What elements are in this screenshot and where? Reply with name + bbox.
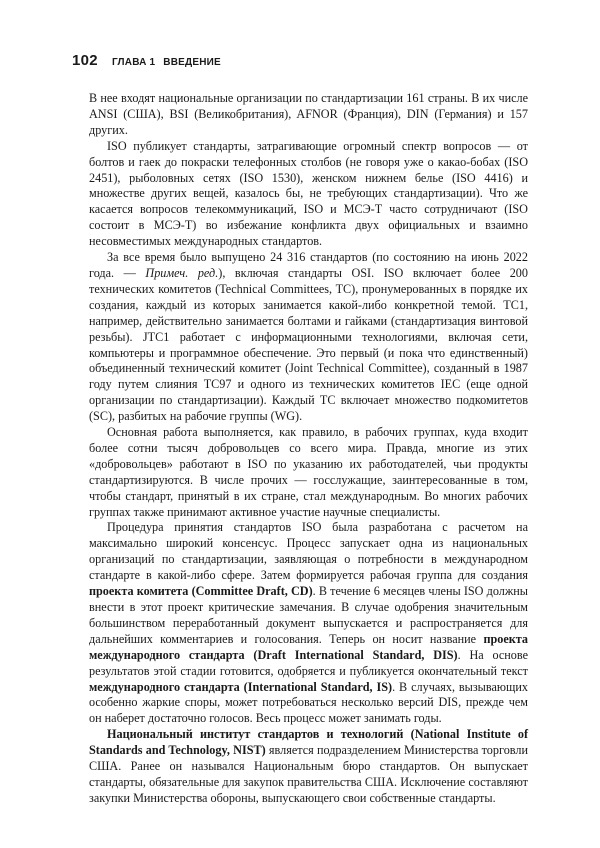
chapter-label: ГЛАВА 1 [111,57,156,68]
running-header [72,52,221,69]
paragraph-3: За все время было выпущено 24 316 стандартов (по состоянию на июнь 2022 года. — Примеч. ред.), включая стандарты OSI. ISO включает более 200 технических комитетов (Technical Committees, TC), пронумерованных в порядке их создания, каждый из которых занимается какой-либо конкретной темой. TC1, например, действительно занимается болтами и гайками (стандартизация винтовой резьбы). JTC1 работает с информационными технологиями, включая сети, компьютеры и программное обеспечение. Это первый (и пока что единственный) объединенный технический комитет (Joint Technical Committee), созданный в 1987 году путем слияния TC97 и одного из технических комитетов IEC (еще одной организации по стандартизации). Каждый TC включает множество подкомитетов (SC), разбитых на рабочие группы (WG). [89,250,528,424]
term-international-standard: международного стандарта (International Standard, IS) [89,679,393,694]
editor-note: Примеч. ред. [145,265,219,280]
term-committee-draft: проекта комитета (Committee Draft, CD) [89,584,313,599]
paragraph-4: Основная работа выполняется, как правило, в рабочих группах, куда входит более сотни тысяч добровольцев со всего мира. Правда, многие из этих «добровольцев» работают в ISO по указанию их работодателей, чьи продукты стандартизируются. В числе прочих — госслужащие, заинтересованные в том, чтобы стандарт, принятый в их стране, стал международным. Во многих рабочих группах также принимают активное участие научные специалисты. [89,425,528,519]
term-draft-international-standard: проекта международного стандарта (Draft International Standard, DIS) [89,631,528,662]
paragraph-2: ISO публикует стандарты, затрагивающие огромный спектр вопросов — от болтов и гаек до покраски телефонных столбов (не говоря уже о какао-бобах (ISO 2451), рыболовных сетях (ISO 1530), женском нижнем белье (ISO 4416) и множестве других вещей, казалось бы, не требующих стандартизации). Что же касается вопросов телекоммуникаций, ISO и МСЭ-Т часто сотрудничают (ISO состоит в МСЭ-Т) во избежание конфликта двух официальных и взаимно несовместимых международных стандартов. [89,138,528,249]
term-nist: Национальный институт стандартов и технологий (National Institute of Standards and Technology, NIST) [89,727,528,758]
paragraph-1: В нее входят национальные организации по стандартизации 161 страны. В их числе ANSI (США), BSI (Великобритания), AFNOR (Франция), DIN (Германия) и 157 других. [89,91,528,137]
paragraph-6: Национальный институт стандартов и технологий (National Institute of Standards and Technology, NIST) является подразделением Министерства торговли США. Ранее он назывался Национальным бюро стандартов. Он выпускает стандарты, обязательные для закупок правительства США. Исключение составляют закупки Министерства обороны, выпускающего свои собственные стандарты. [89,727,528,805]
page-number: 102 [72,52,98,69]
paragraph-5: Процедура принятия стандартов ISO была разработана с расчетом на максимально широкий консенсус. Процесс запускает одна из национальных организаций по стандартизации, заявляющая о потребности в международном стандарте в какой-либо сфере. Затем формируется рабочая группа для создания проекта комитета (Committee Draft, CD). В течение 6 месяцев члены ISO должны внести в этот проект критические замечания. В случае одобрения значительным большинством переработанный документ выпускается и распространяется для дальнейших комментариев и голосования. Теперь он носит название проекта международного стандарта (Draft International Standard, DIS). На основе результатов этой стадии готовится, одобряется и публикуется окончательный текст международного стандарта (International Standard, IS). В случаях, вызывающих особенно жаркие споры, может потребоваться несколько версий DIS, прежде чем он наберет достаточно голосов. Весь процесс может занимать годы. [89,520,529,726]
chapter-title: ВВЕДЕНИЕ [163,57,221,68]
body-text [89,91,528,807]
